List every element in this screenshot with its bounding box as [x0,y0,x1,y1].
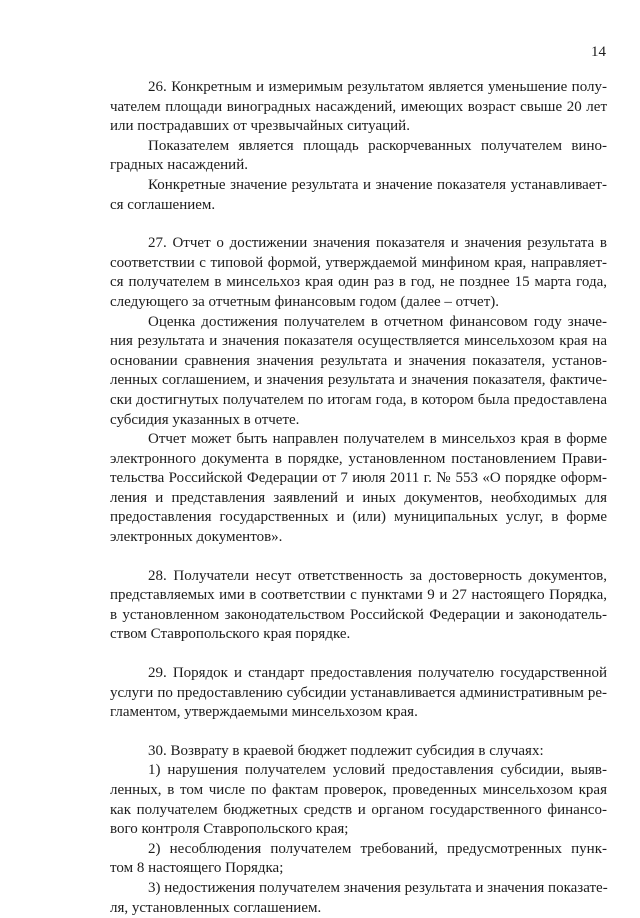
paragraph-gap [110,548,607,567]
text-line: 28. Получатели несут ответственность за достоверность документов, [148,567,607,584]
text-line: электронных документов». [110,529,283,546]
text-line: представляемых ими в соответствии с пунктами 9 и 27 настоящего Порядка, [110,587,607,604]
text-line: Отчет может быть направлен получателем в минсельхоз края в форме [148,431,607,448]
text-line: тельства Российской Федерации от 7 июля 2011 г. № 553 «О порядке оформ- [110,470,607,487]
text-line: ся соглашением. [110,196,216,213]
paragraph-gap [110,215,607,234]
text-line: или пострадавших от чрезвычайных ситуаций. [110,118,410,135]
document-body [110,78,607,918]
text-line: градных насаждений. [110,157,248,174]
text-line: 26. Конкретным и измеримым результатом является уменьшение полу- [148,79,607,95]
paragraph-30-item-3 [110,879,607,918]
paragraph-26-values [110,176,607,215]
text-line: ния результата и значения показателя осуществляется минсельхозом края на [110,333,607,350]
text-line: ски достигнутых получателем по итогам года, в котором была предоставлена [110,391,607,408]
text-line: Показателем является площадь раскорчеванных получателем вино- [148,137,607,154]
text-line: 27. Отчет о достижении значения показателя и значения результата в [148,235,607,252]
text-line: Конкретные значение результата и значение показателя устанавливает- [148,176,607,193]
text-line: соответствии с типовой формой, утверждаемой минфином края, направляет- [110,254,607,271]
text-line: вого контроля Ставропольского края; [110,821,349,838]
text-line: ся получателем в минсельхоз края один раз в год, не позднее 15 марта года, [110,274,607,291]
text-line: предоставления государственных и (или) муниципальных услуг, в форме [110,509,607,526]
paragraph-30-item-1 [110,761,607,839]
paragraph-27 [110,234,607,312]
text-line: гламентом, утверждаемыми минсельхозом края. [110,704,418,721]
paragraph-26-indicator [110,137,607,176]
text-line: ством Ставропольского края порядке. [110,626,351,643]
paragraph-30-item-2 [110,840,607,879]
text-line: следующего за отчетным финансовым годом (далее – отчет). [110,293,500,310]
text-line: 30. Возврату в краевой бюджет подлежит субсидия в случаях: [148,742,544,759]
text-line: Оценка достижения получателем в отчетном финансовом году значе- [148,313,607,330]
paragraph-29 [110,664,607,723]
text-line: субсидия указанных в отчете. [110,411,300,428]
text-line: ля, установленных соглашением. [110,899,322,916]
paragraph-28 [110,567,607,645]
paragraph-27-evaluation [110,313,607,431]
text-line: ленных, в том числе по фактам проверок, проведенных минсельхозом края [110,782,607,798]
text-line: 3) недостижения получателем значения результата и значения показате- [148,879,608,896]
text-line: ления и представления заявлений и иных документов, необходимых для [110,489,607,506]
text-line: ленных соглашением, и значения результата и значения показателя, фактиче- [110,372,607,389]
page-number: 14 [591,44,606,60]
paragraph-27-electronic [110,430,607,548]
text-line: том 8 настоящего Порядка; [110,860,284,877]
text-line: чателем площади виноградных насаждений, имеющих возраст свыше 20 лет [110,98,607,115]
paragraph-gap [110,645,607,664]
paragraph-26 [110,78,607,137]
text-line: 2) несоблюдения получателем требований, предусмотренных пунк- [148,840,607,857]
paragraph-gap [110,723,607,742]
text-line: как получателем бюджетных средств и органом государственного финансо- [110,801,607,818]
paragraph-30 [110,742,607,762]
text-line: основании сравнения значения результата и значения показателя, установ- [110,352,607,369]
text-line: 1) нарушения получателем условий предоставления субсидии, выяв- [148,762,607,779]
text-line: 29. Порядок и стандарт предоставления получателю государственной [148,665,607,682]
text-line: в установленном законодательством Российской Федерации и законодатель- [110,606,607,623]
text-line: электронного документа в порядке, установленном постановлением Прави- [110,450,607,467]
text-line: услуги по предоставлению субсидии устанавливается административным ре- [110,684,607,701]
